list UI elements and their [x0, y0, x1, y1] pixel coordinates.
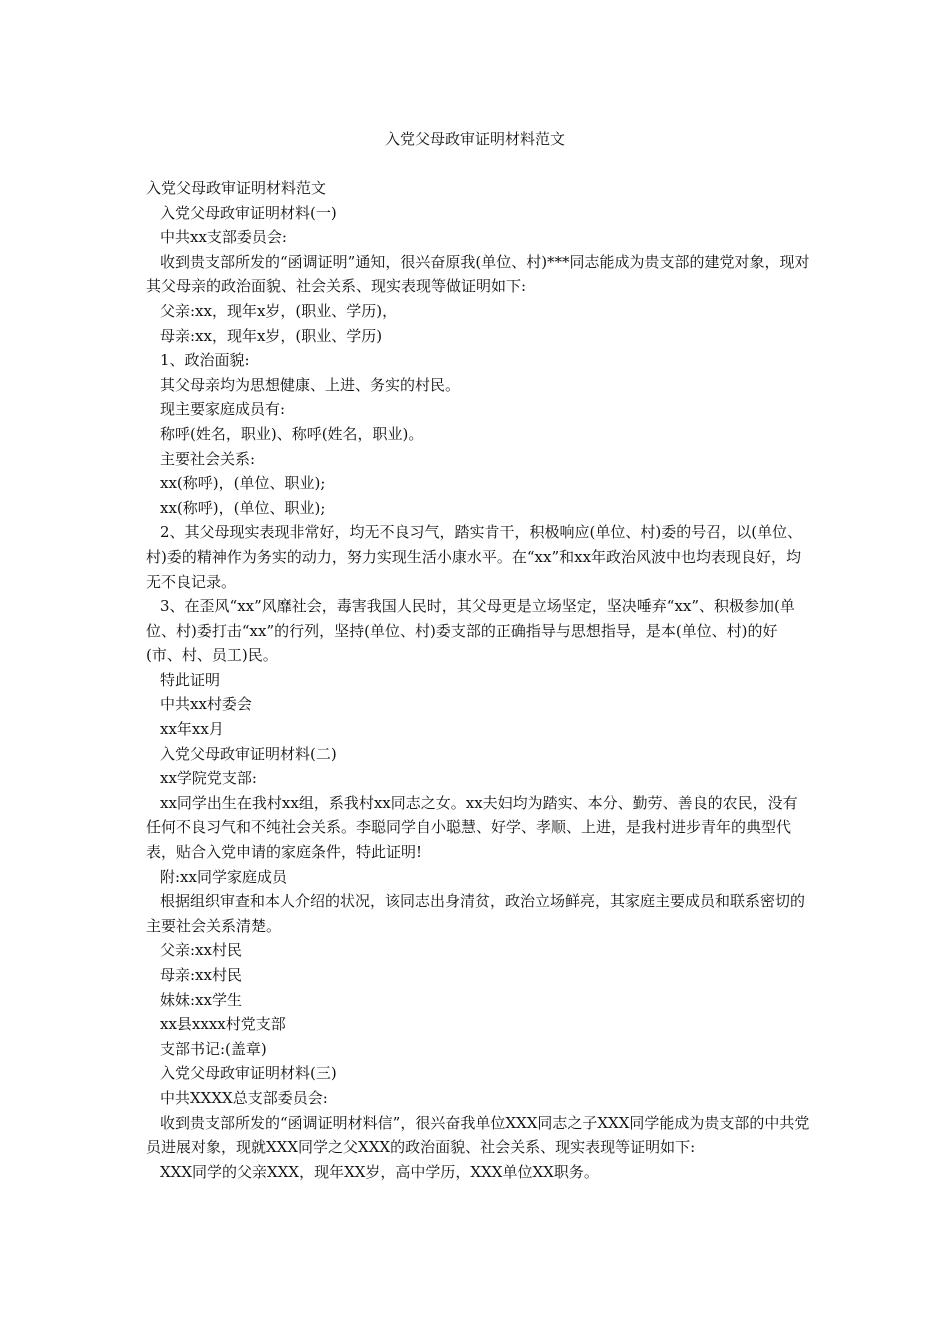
paragraph: 现主要家庭成员有:	[160, 400, 286, 419]
paragraph: xx(称呼)，(单位、职业);	[160, 498, 326, 517]
paragraph: 妹妹:xx学生	[160, 990, 242, 1009]
document-body	[146, 176, 810, 1184]
paragraph: 特此证明	[160, 670, 221, 689]
paragraph: 支部书记:(盖章)	[160, 1039, 267, 1058]
paragraph: xx学院党支部:	[160, 769, 257, 788]
paragraph: 收到贵支部所发的“函调证明”通知，很兴奋原我(单位、村)***同志能成为贵支部的建党对象，现对其父母亲的政治面貌、社会关系、现实表现等做证明如下:	[146, 252, 810, 296]
paragraph: 母亲:xx村民	[160, 966, 242, 984]
paragraph: 入党父母政审证明材料(一)	[160, 203, 337, 222]
paragraph: 根据组织审查和本人介绍的状况，该同志出身清贫，政治立场鲜亮，其家庭主要成员和联系密切的主要社会关系清楚。	[146, 892, 806, 935]
paragraph: xx(称呼)，(单位、职业);	[160, 474, 326, 493]
paragraph: 中共xx支部委员会:	[160, 228, 287, 247]
paragraph: 3、在歪风“xx”风靡社会，毒害我国人民时，其父母更是立场坚定，坚决唾弃“xx”、积极参加(单位、村)委打击“xx”的行列，坚持(单位、村)委支部的正确指导与思想指导，是本(单位、村)的好(市、村、员工)民。	[146, 597, 795, 665]
paragraph: xx同学出生在我村xx组，系我村xx同志之女。xx夫妇均为踏实、本分、勤劳、善良的农民，没有任何不良习气和不纯社会关系。李聪同学自小聪慧、好学、孝顺、上进，是我村进步青年的典型代表，贴合入党申请的家庭条件，特此证明!	[146, 793, 798, 862]
paragraph: 主要社会关系:	[160, 449, 256, 468]
document-title: 入党父母政审证明材料范文	[384, 130, 565, 148]
paragraph: 入党父母政审证明材料范文	[146, 179, 327, 197]
paragraph: xx县xxxx村党支部	[160, 1015, 286, 1034]
paragraph: xx年xx月	[160, 720, 224, 739]
paragraph: 1、政治面貌:	[160, 351, 250, 370]
paragraph: 2、其父母现实表现非常好，均无不良习气，踏实肯干，积极响应(单位、村)委的号召，以(单位、村)委的精神作为务实的动力，努力实现生活小康水平。在“xx”和xx年政治风波中也均表现良好，均无不良记录。	[146, 523, 803, 591]
paragraph: 父亲:xx村民	[160, 941, 242, 960]
paragraph: 附:xx同学家庭成员	[160, 867, 287, 886]
paragraph: 称呼(姓名，职业)、称呼(姓名，职业)。	[160, 424, 424, 443]
paragraph: 其父母亲均为思想健康、上进、务实的村民。	[160, 375, 461, 394]
paragraph: 父亲:xx，现年x岁，(职业、学历)，	[160, 301, 398, 320]
paragraph: 入党父母政审证明材料(三)	[160, 1064, 337, 1083]
paragraph: XXX同学的父亲XXX，现年XX岁，高中学历，XXX单位XX职务。	[160, 1162, 599, 1181]
paragraph: 中共XXXX总支部委员会:	[160, 1088, 328, 1107]
paragraph: 收到贵支部所发的“函调证明材料信”，很兴奋我单位XXX同志之子XXX同学能成为贵支部的中共党员进展对象，现就XXX同学之父XXX的政治面貌、社会关系、现实表现等证明如下:	[146, 1113, 810, 1157]
paragraph: 母亲:xx，现年x岁，(职业、学历)	[160, 326, 383, 345]
paragraph: 入党父母政审证明材料(二)	[160, 744, 337, 763]
paragraph: 中共xx村委会	[160, 695, 252, 714]
